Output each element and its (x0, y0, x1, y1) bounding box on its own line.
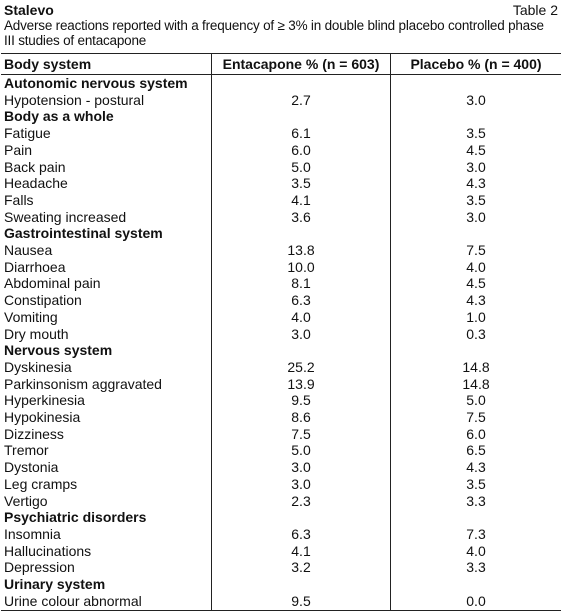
table-row (1, 175, 561, 192)
placebo-value: 7.5 (391, 409, 562, 426)
table-row (1, 376, 561, 393)
reaction-label: Dry mouth (4, 325, 69, 342)
table-row (1, 526, 561, 543)
group-empty-cell (212, 576, 391, 593)
document-title: Stalevo (4, 2, 54, 18)
placebo-value: 4.3 (391, 292, 562, 309)
entacapone-value: 8.6 (212, 409, 391, 426)
placebo-value: 14.8 (391, 376, 562, 393)
table-row (1, 476, 561, 493)
table-row (1, 125, 561, 142)
reaction-label: Back pain (4, 158, 66, 175)
table-row (1, 459, 561, 476)
entacapone-value: 3.2 (212, 559, 391, 576)
placebo-value: 3.3 (391, 559, 562, 576)
group-label: Gastrointestinal system (4, 225, 163, 242)
reaction-label: Vertigo (4, 492, 48, 509)
column-header-placebo: Placebo % (n = 400) (391, 54, 562, 75)
adverse-reactions-table-container (0, 53, 562, 611)
placebo-value: 3.0 (391, 92, 562, 109)
entacapone-value: 4.0 (212, 309, 391, 326)
group-label: Autonomic nervous system (4, 75, 188, 91)
entacapone-value: 6.3 (212, 292, 391, 309)
table-row (1, 242, 561, 259)
reaction-label: Nausea (4, 242, 53, 259)
table-row (1, 159, 561, 176)
reaction-label: Hypokinesia (4, 409, 81, 426)
placebo-value: 14.8 (391, 359, 562, 376)
table-body (1, 75, 561, 611)
group-empty-cell (391, 108, 562, 125)
entacapone-value: 13.9 (212, 376, 391, 393)
reaction-label: Dyskinesia (4, 358, 72, 375)
header-row (1, 54, 561, 75)
entacapone-value: 9.5 (212, 392, 391, 409)
table-row (1, 259, 561, 276)
reaction-label: Tremor (4, 442, 49, 459)
reaction-label: Pain (4, 141, 33, 158)
table-row (1, 426, 561, 443)
reaction-label: Constipation (4, 292, 82, 309)
placebo-value: 6.5 (391, 442, 562, 459)
entacapone-value: 2.7 (212, 92, 391, 109)
placebo-value: 3.3 (391, 493, 562, 510)
table-group-row (1, 576, 561, 593)
placebo-value: 5.0 (391, 392, 562, 409)
entacapone-value: 3.0 (212, 476, 391, 493)
entacapone-value: 2.3 (212, 493, 391, 510)
group-empty-cell (391, 576, 562, 593)
placebo-value: 4.5 (391, 275, 562, 292)
reaction-label: Falls (4, 191, 34, 208)
placebo-value: 3.5 (391, 476, 562, 493)
group-label: Urinary system (4, 576, 106, 593)
reaction-label: Hyperkinesia (4, 392, 85, 409)
group-empty-cell (391, 509, 562, 526)
reaction-label: Urine colour abnormal (1, 593, 212, 610)
entacapone-value: 6.3 (212, 526, 391, 543)
reaction-label: Diarrhoea (4, 258, 66, 275)
table-row (1, 543, 561, 560)
entacapone-value: 13.8 (212, 242, 391, 259)
entacapone-value: 6.0 (212, 142, 391, 159)
reaction-label: Depression (4, 559, 75, 576)
table-group-row (1, 225, 561, 242)
placebo-value: 4.5 (391, 142, 562, 159)
table-label: Table 2 (512, 2, 558, 18)
entacapone-value: 8.1 (212, 275, 391, 292)
placebo-value: 4.3 (391, 175, 562, 192)
entacapone-value: 3.5 (212, 175, 391, 192)
group-empty-cell (212, 108, 391, 125)
entacapone-value: 3.6 (212, 209, 391, 226)
placebo-value: 7.5 (391, 242, 562, 259)
table-row (1, 192, 561, 209)
table-row (1, 92, 561, 109)
group-empty-cell (212, 75, 391, 92)
reaction-label: Leg cramps (4, 475, 78, 492)
table-row (1, 392, 561, 409)
group-empty-cell (212, 509, 391, 526)
group-empty-cell (391, 75, 562, 92)
reaction-label: Sweating increased (4, 208, 127, 225)
reaction-label: Parkinsonism aggravated (4, 375, 162, 392)
placebo-value: 3.0 (391, 209, 562, 226)
title-row (4, 2, 558, 19)
table-group-row (1, 509, 561, 526)
placebo-value: 4.3 (391, 459, 562, 476)
placebo-value: 4.0 (391, 259, 562, 276)
table-row (1, 409, 561, 426)
placebo-value: 1.0 (391, 309, 562, 326)
entacapone-value: 3.0 (212, 326, 391, 343)
group-label: Nervous system (4, 342, 113, 359)
group-empty-cell (391, 225, 562, 242)
entacapone-value: 25.2 (212, 359, 391, 376)
entacapone-value: 4.1 (212, 543, 391, 560)
entacapone-value: 10.0 (212, 259, 391, 276)
reaction-label: Abdominal pain (4, 275, 101, 292)
group-label: Psychiatric disorders (4, 509, 147, 526)
table-row (1, 493, 561, 510)
entacapone-value: 3.0 (212, 459, 391, 476)
reaction-label: Vomiting (4, 308, 58, 325)
table-row (1, 442, 561, 459)
table-row (1, 209, 561, 226)
reaction-label: Insomnia (4, 525, 61, 542)
table-row (1, 326, 561, 343)
placebo-value: 3.5 (391, 192, 562, 209)
placebo-value: 3.0 (391, 159, 562, 176)
reaction-label: Fatigue (4, 125, 51, 142)
placebo-value: 0.0 (391, 593, 562, 610)
group-empty-cell (212, 342, 391, 359)
entacapone-value: 5.0 (212, 442, 391, 459)
table-header (1, 54, 561, 75)
placebo-value: 0.3 (391, 326, 562, 343)
group-label: Body as a whole (4, 108, 114, 125)
reaction-label: Hallucinations (4, 542, 92, 559)
entacapone-value: 5.0 (212, 159, 391, 176)
table-group-row (1, 342, 561, 359)
reaction-label: Headache (4, 175, 68, 192)
adverse-reactions-table (1, 53, 561, 611)
table-row (1, 142, 561, 159)
table-row (1, 359, 561, 376)
table-row (1, 309, 561, 326)
placebo-value: 4.0 (391, 543, 562, 560)
placebo-value: 6.0 (391, 426, 562, 443)
table-row (1, 559, 561, 576)
entacapone-value: 9.5 (212, 593, 391, 610)
table-row (1, 593, 561, 610)
reaction-label: Hypotension - postural (4, 91, 145, 108)
column-header-body-system: Body system (1, 54, 212, 75)
table-caption: Adverse reactions reported with a frequency of ≥ 3% in double blind placebo controlled phase III studies of entacapone (4, 18, 544, 48)
reaction-label: Dizziness (4, 425, 64, 442)
table-row (1, 292, 561, 309)
table-group-row (1, 108, 561, 125)
entacapone-value: 7.5 (212, 426, 391, 443)
reaction-label: Dystonia (4, 459, 59, 476)
column-header-entacapone: Entacapone % (n = 603) (212, 54, 391, 75)
group-empty-cell (391, 342, 562, 359)
placebo-value: 7.3 (391, 526, 562, 543)
entacapone-value: 4.1 (212, 192, 391, 209)
group-empty-cell (212, 225, 391, 242)
placebo-value: 3.5 (391, 125, 562, 142)
table-row (1, 275, 561, 292)
table-group-row (1, 75, 561, 92)
entacapone-value: 6.1 (212, 125, 391, 142)
